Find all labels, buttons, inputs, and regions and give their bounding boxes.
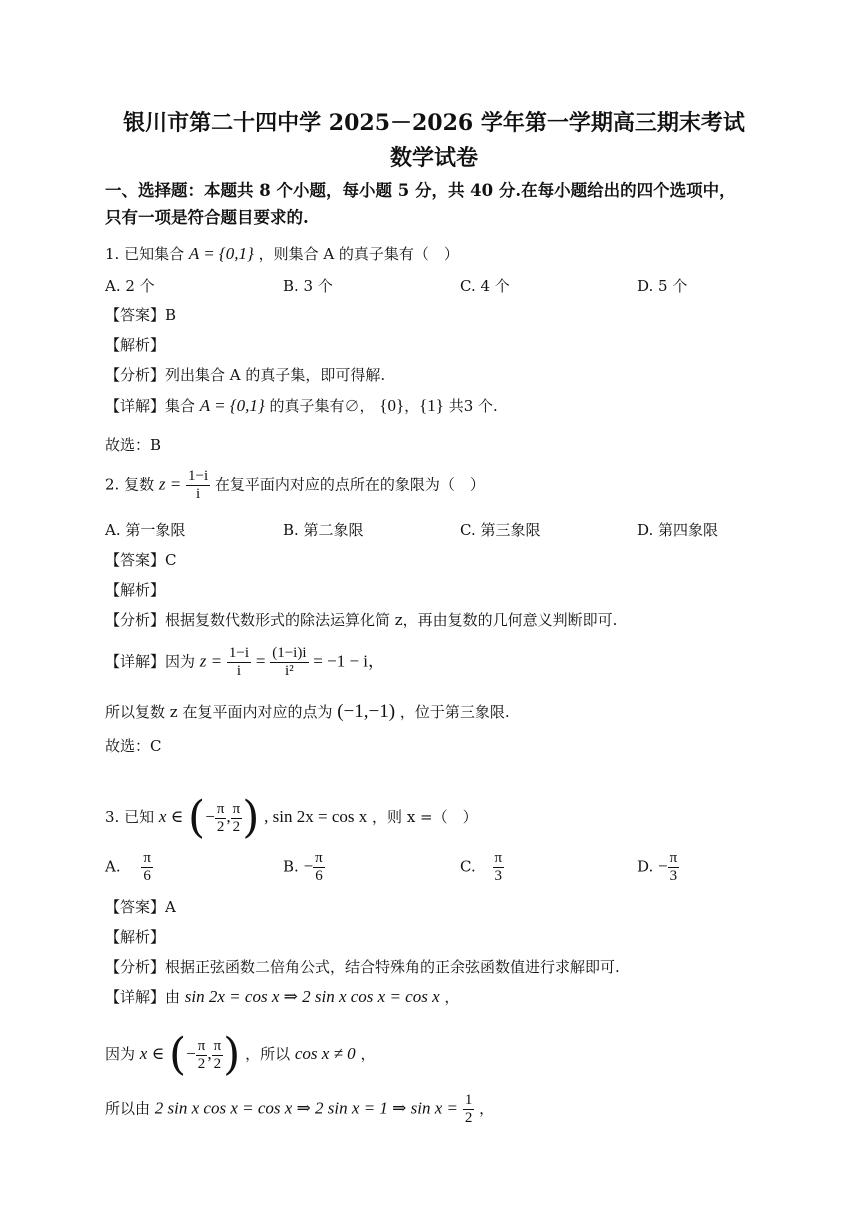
q3-because-b-den: 2 xyxy=(213,1055,222,1072)
q1-prefix: 1. 已知集合 xyxy=(105,245,185,263)
q2-detail-z: z = xyxy=(199,651,223,671)
q3-because-expr: cos x ≠ 0 xyxy=(294,1044,356,1063)
q1-fenxi: 【分析】列出集合 A 的真子集，即可得解. xyxy=(105,366,386,384)
q1-detail-expr: A = {0,1} xyxy=(199,396,265,415)
page-subtitle: 数学试卷 xyxy=(389,145,478,171)
q1-answer: 【答案】B xyxy=(105,306,177,324)
q3-option-d-den: 3 xyxy=(668,867,680,885)
q2-analysis-label: 【解析】 xyxy=(105,581,166,599)
q1-detail-prefix: 【详解】集合 xyxy=(105,397,196,415)
q3-because-b-num: π xyxy=(213,1037,222,1054)
q2-point-prefix: 所以复数 z 在复平面内对应的点为 xyxy=(105,703,333,721)
q3-detail-expr: sin 2x = cos x ⇒ 2 sin x cos x = cos x xyxy=(184,987,440,1006)
q3-option-c xyxy=(460,850,504,885)
q3-option-c-label: C. xyxy=(460,857,476,876)
q3-option-d-label: D. xyxy=(637,857,654,876)
q2-point: (−1,−1) xyxy=(337,701,396,722)
q1-detail-subset-0: {0} xyxy=(379,396,405,415)
q3-option-c-num: π xyxy=(494,850,503,866)
question-3: 3. 已知 x ∈ (− $\frac{\pi}{2}$ , $\frac{\pi}{2}$ ) , sin 2x = cos x ，则 x =（ ） xyxy=(105,792,478,843)
q1-option-b: B. 3 个 xyxy=(283,277,333,295)
q1-choose: 故选：B xyxy=(105,436,162,454)
q3-answer: 【答案】A xyxy=(105,898,176,916)
q2-detail-frac2-num: (1−i)i xyxy=(272,645,307,661)
q1-detail-subset-1: {1} xyxy=(419,396,444,415)
q3-fenxi: 【分析】根据正弦函数二倍角公式，结合特殊角的正余弦函数值进行求解即可. xyxy=(105,958,620,976)
q2-fenxi: 【分析】根据复数代数形式的除法运算化简 z，再由复数的几何意义判断即可. xyxy=(105,611,618,629)
q3-because-a-num: π xyxy=(197,1037,206,1054)
q1-option-a: A. 2 个 xyxy=(105,277,155,295)
q3-so-den: 2 xyxy=(464,1110,473,1126)
q3-option-b-label: B. xyxy=(283,857,299,876)
q3-interval-b-num: π xyxy=(232,800,241,817)
page-title: 银川市第二十四中学 2025－2026 学年第一学期高三期末考试 xyxy=(123,110,745,136)
question-2 xyxy=(105,468,485,503)
q3-option-b-num: π xyxy=(315,850,323,866)
q1-option-c: C. 4 个 xyxy=(460,277,510,295)
q2-suffix: 在复平面内对应的点所在的象限为（ ） xyxy=(214,475,485,494)
q2-frac-den: i xyxy=(195,486,201,502)
q3-because-x-in: x ∈ xyxy=(139,1044,165,1063)
q3-option-c-den: 3 xyxy=(493,867,505,885)
q3-option-d-sign: − xyxy=(658,856,668,876)
q2-detail-frac2-den: i² xyxy=(285,663,294,679)
q3-because: 因为 x ∈ (− $\frac{\pi}{2}$ , $\frac{\pi}{2}$ ) ，所以 cos x ≠ 0 ， xyxy=(105,1029,376,1080)
q3-option-a-num: π xyxy=(143,850,151,866)
q3-interval-b-den: 2 xyxy=(232,818,241,835)
q3-because-mid: ，所以 xyxy=(245,1045,291,1063)
q2-option-c: C. 第三象限 xyxy=(460,521,541,539)
q3-interval-a-den: 2 xyxy=(216,818,225,835)
q2-prefix: 2. 复数 xyxy=(105,475,155,494)
q3-because-a-den: 2 xyxy=(197,1055,206,1072)
q3-so-prefix: 所以由 xyxy=(105,1099,151,1118)
q2-point-line xyxy=(105,702,510,722)
q3-option-a xyxy=(105,850,153,885)
q3-option-a-label: A. xyxy=(105,857,121,876)
q3-prefix: 3. 已知 xyxy=(105,808,155,826)
q2-detail: 【详解】因为 z = $\frac{1-i}{i}$ = $\frac{(1-i)i}{\text{i²}}$ = −1 − i， xyxy=(105,645,386,679)
q3-x-in: x ∈ xyxy=(158,807,184,826)
q3-cond: , sin 2x = cos x xyxy=(264,807,368,826)
q2-point-suffix: ，位于第三象限. xyxy=(399,703,510,721)
q3-because-suffix: ， xyxy=(360,1045,376,1063)
q2-detail-prefix: 【详解】因为 xyxy=(105,652,196,671)
q2-detail-frac2 xyxy=(270,645,308,680)
q3-detail-suffix: ， xyxy=(444,988,460,1006)
q3-suffix: ，则 x =（ ） xyxy=(372,808,478,826)
question-1 xyxy=(105,244,459,264)
q2-frac-num: 1−i xyxy=(188,468,209,484)
q2-option-a: A. 第一象限 xyxy=(105,521,186,539)
q1-analysis-label: 【解析】 xyxy=(105,336,166,354)
q1-detail-mid: 的真子集有∅， xyxy=(269,397,375,415)
q3-so-frac xyxy=(463,1092,475,1127)
section-heading-line1: 一、选择题：本题共 8 个小题，每小题 5 分，共 40 分.在每小题给出的四个选项中， xyxy=(105,181,736,200)
q2-option-d: D. 第四象限 xyxy=(637,521,719,539)
q3-so-expr: 2 sin x cos x = cos x ⇒ 2 sin x = 1 ⇒ sin x = xyxy=(154,1098,459,1118)
q2-fraction xyxy=(186,468,210,503)
q3-option-b-sign: − xyxy=(303,856,314,876)
q1-suffix: ，则集合 A 的真子集有（ ） xyxy=(258,245,459,263)
q1-detail-suffix: 共3 个. xyxy=(448,397,498,415)
q2-detail-result: = −1 − i， xyxy=(313,651,386,671)
q2-choose: 故选：C xyxy=(105,737,162,755)
q3-so-num: 1 xyxy=(464,1092,473,1108)
q2-z-eq: z = xyxy=(158,474,182,494)
section-heading-line2: 只有一项是符合题目要求的. xyxy=(105,208,309,227)
q3-analysis-label: 【解析】 xyxy=(105,928,166,946)
q3-option-d xyxy=(637,850,679,885)
q2-detail-frac1-num: 1−i xyxy=(228,645,250,661)
q2-detail-frac1 xyxy=(227,645,251,680)
q3-option-d-num: π xyxy=(669,850,678,866)
q3-detail-prefix: 【详解】由 xyxy=(105,988,181,1006)
q2-answer: 【答案】C xyxy=(105,551,177,569)
q3-so-suffix: ， xyxy=(479,1099,495,1118)
q3-option-b-den: 6 xyxy=(313,867,325,885)
q3-interval-a xyxy=(215,801,227,836)
q3-option-b xyxy=(283,850,325,885)
q2-detail-frac1-den: i xyxy=(236,663,242,679)
q1-option-d: D. 5 个 xyxy=(637,277,688,295)
q2-option-b: B. 第二象限 xyxy=(283,521,364,539)
q3-so xyxy=(105,1092,494,1127)
q1-detail: 【详解】集合 A = {0,1} 的真子集有∅， {0}，{1} 共3 个. xyxy=(105,396,498,415)
q3-detail xyxy=(105,987,459,1007)
q3-interval-a-num: π xyxy=(216,800,225,817)
q3-option-a-den: 6 xyxy=(141,867,153,885)
q3-interval-b xyxy=(231,801,243,836)
q1-set-expr: A = {0,1} xyxy=(188,244,254,263)
q3-because-prefix: 因为 xyxy=(105,1045,136,1063)
